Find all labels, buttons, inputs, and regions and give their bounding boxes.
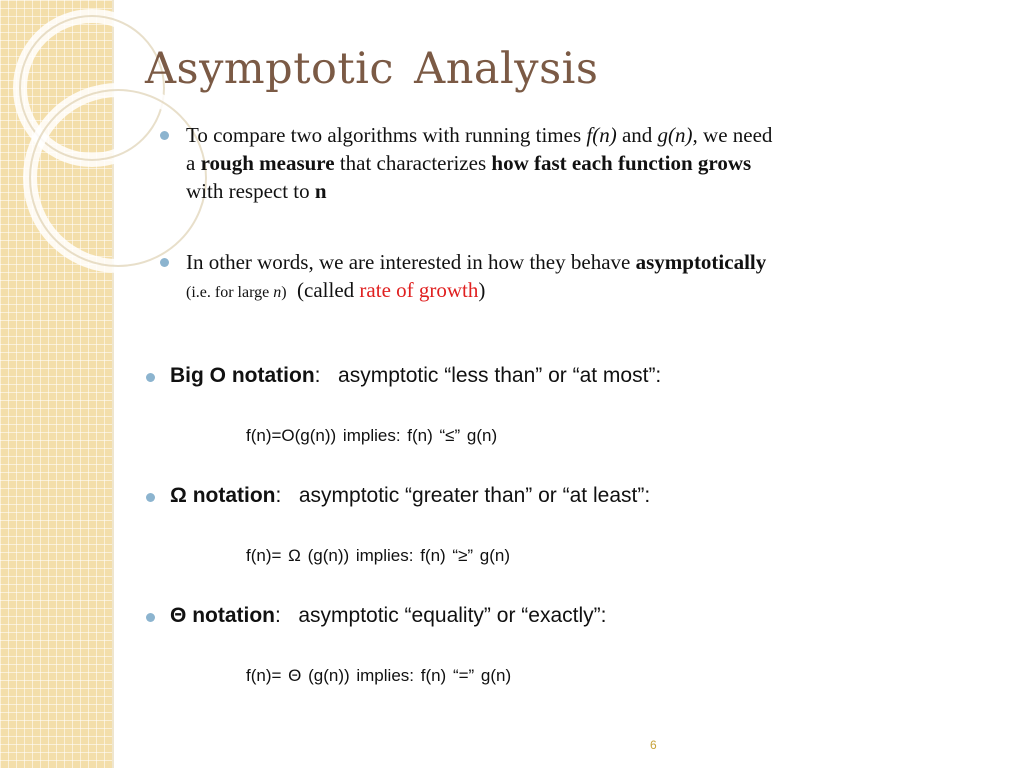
text-segment: : — [275, 604, 281, 627]
text-segment: (i.e. for large — [186, 284, 274, 301]
gn-term: g(n), — [657, 123, 698, 147]
bullet2-line1 — [186, 248, 986, 276]
bullet1-line3 — [186, 177, 986, 205]
omega-formula: f(n)= Ω (g(n)) implies: f(n) “≥” g(n) — [246, 546, 511, 565]
text-segment: and — [616, 123, 658, 147]
asymptotically-term: asymptotically — [635, 250, 767, 274]
text-segment: In other words, we are interested in how they behave — [186, 250, 636, 274]
decorative-ring-2-outline — [30, 90, 206, 266]
text-segment: with respect to — [186, 179, 315, 203]
theta-label: notation — [192, 604, 275, 627]
omega-symbol: Ω — [170, 484, 187, 507]
fn-term: f(n) — [586, 123, 617, 147]
n-term: n — [273, 284, 282, 301]
big-o-heading — [170, 364, 661, 388]
bullet1-line1 — [186, 121, 986, 149]
bullet-dot — [146, 373, 155, 382]
bullet-asymptotic-behavior — [186, 248, 986, 307]
theta-heading — [170, 604, 606, 628]
page-number: 6 — [650, 738, 657, 752]
text-segment: we need — [697, 123, 773, 147]
bullet-dot — [146, 493, 155, 502]
text-segment: (called — [297, 278, 360, 302]
text-segment: that characterizes — [334, 151, 492, 175]
bullet1-line2 — [186, 149, 986, 177]
bullet-compare-algorithms — [186, 121, 986, 205]
bullet-dot — [160, 131, 169, 140]
text-segment: a — [186, 151, 201, 175]
big-o-label: Big O notation — [170, 364, 315, 387]
omega-description: asymptotic “greater than” or “at least”: — [298, 484, 651, 507]
big-o-description: asymptotic “less than” or “at most”: — [338, 364, 662, 387]
theta-symbol: Θ — [170, 604, 187, 627]
omega-heading — [170, 484, 650, 508]
how-fast-term: how fast each function grows — [491, 151, 752, 175]
theta-formula: f(n)= Θ (g(n)) implies: f(n) “=” g(n) — [246, 666, 512, 685]
omega-label: notation — [192, 484, 276, 507]
n-term: n — [314, 179, 327, 203]
text-segment: : — [275, 484, 282, 507]
text-segment: : — [314, 364, 321, 387]
text-segment: ) — [478, 278, 486, 302]
bullet-dot — [146, 613, 155, 622]
rough-measure-term: rough measure — [200, 151, 335, 175]
theta-description: asymptotic “equality” or “exactly”: — [298, 604, 607, 627]
bullet2-line2 — [186, 276, 986, 307]
text-segment: To compare two algorithms with running times — [186, 123, 587, 147]
bullet-dot — [160, 258, 169, 267]
big-o-formula: f(n)=O(g(n)) implies: f(n) “≤” g(n) — [246, 426, 498, 445]
rate-of-growth-term: rate of growth — [359, 278, 479, 302]
slide-title: Asymptotic Analysis — [145, 44, 599, 94]
text-segment: ) — [281, 284, 287, 301]
